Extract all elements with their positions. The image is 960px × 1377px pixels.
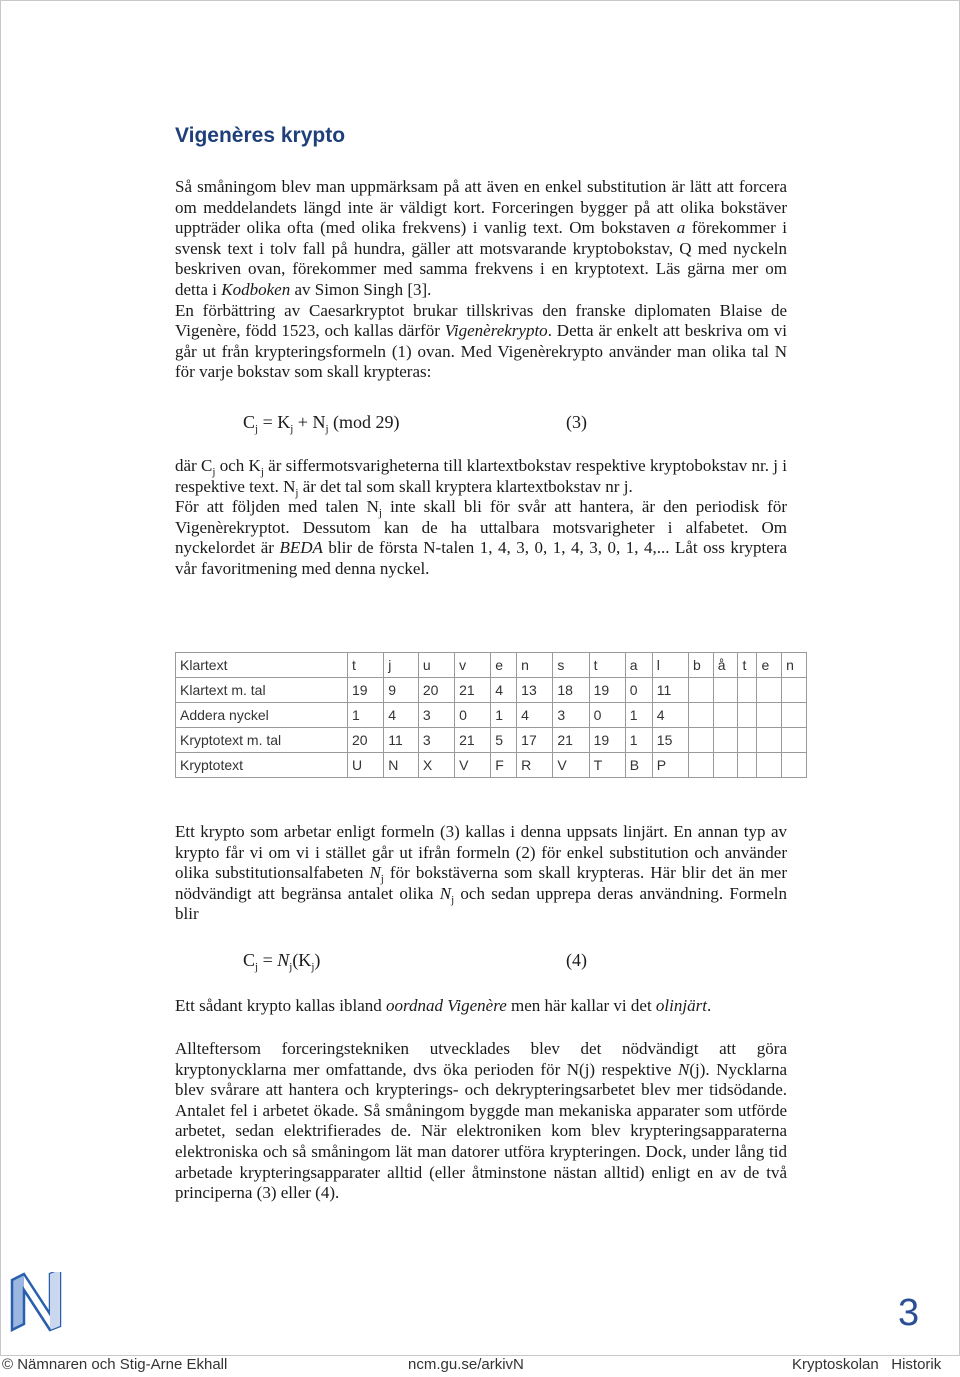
book-title: Kodboken — [221, 279, 291, 299]
formula-4-number: (4) — [566, 950, 587, 970]
footer-url[interactable]: ncm.gu.se/arkivN — [408, 1356, 524, 1373]
table-cell — [757, 753, 782, 778]
paragraph-definitions: där $C_j$ och $K_j$ är siffermotsvarigheterna till klartextbokstav respektive kryptobokstav nr. j i respektive text. $N_j$ är det tal som skall kryptera klartextbokstav nr j. — [175, 456, 788, 499]
table-cell: j — [384, 653, 419, 678]
page-title: Vigenères krypto — [175, 124, 346, 147]
table-cell: 13 — [517, 678, 553, 703]
table-row — [176, 728, 807, 753]
table-cell: n — [517, 653, 553, 678]
formula-3: $C_j = K_j + N_j$ (mod 29) — [243, 412, 400, 435]
paragraph-machines: Allteftersom forceringstekniken utvecklades blev det nödvändigt att göra kryptonycklarna mer omfattande, dvs öka perioden för N(j) respektive N(j). Nycklarna blev svårare att hantera och krypterings- och dekrypteringsarbetet blev mer tidsödande. Antalet fel i arbetet ökade. Så småningom byggde man mekaniska apparater som utförde arbetet, sedan elektrifierades de. När elektroniken kom blev krypteringsapparaterna elektroniska och så småningom lät man datorer utföra krypteringen. Dock, under lång tid arbetade krypteringsapparater alltid (eller åtminstone nästan alltid) enligt en av de två principerna (3) eller (4). — [175, 1039, 787, 1203]
table-cell: 15 — [652, 728, 688, 753]
table-cell: a — [625, 653, 652, 678]
table-cell: 3 — [553, 703, 589, 728]
row-label: Klartext — [176, 653, 348, 678]
explanation-text — [175, 456, 787, 580]
olinjart-text — [175, 996, 787, 1017]
formula-3-number: (3) — [566, 412, 587, 432]
paragraph-oordnad: Ett sådant krypto kallas ibland oordnad Vigenère men här kallar vi det olinjärt. — [175, 996, 712, 1015]
table-cell: e — [491, 653, 517, 678]
table-cell: R — [517, 753, 553, 778]
table-cell: 4 — [517, 703, 553, 728]
table-cell: 1 — [348, 703, 384, 728]
table-cell: 20 — [348, 728, 384, 753]
table-cell: 19 — [348, 678, 384, 703]
history-text — [175, 1039, 787, 1204]
paragraph-frequency: Så småningom blev man uppmärksam på att även en enkel substitution är lätt att forcera om meddelandets längd inte är väldigt kort. Forceringen bygger på att olika bokstäver uppträder olika ofta (med olika frekvens) i vanlig text. Om bokstaven a förekommer i svensk text i tolv fall på hundra, gäller att motsvarande kryptobokstav, Q med nyckeln beskriven ovan, förekommer med samma frekvens i en kryptotext. Läs gärna mer om detta i Kodboken av Simon Singh [3]. — [175, 177, 787, 299]
nonlinear-text — [175, 822, 787, 925]
table-cell: 0 — [455, 703, 491, 728]
table-cell: T — [589, 753, 625, 778]
encryption-table — [175, 652, 807, 778]
table-cell: 9 — [384, 678, 419, 703]
table-cell — [713, 728, 738, 753]
table-cell: 4 — [384, 703, 419, 728]
table-cell — [738, 703, 757, 728]
table-cell: 21 — [455, 728, 491, 753]
table-cell: t — [589, 653, 625, 678]
table-cell — [688, 728, 713, 753]
table-cell: å — [713, 653, 738, 678]
table-cell: 0 — [589, 703, 625, 728]
table-cell: 18 — [553, 678, 589, 703]
table-cell: 1 — [491, 703, 517, 728]
table-cell: F — [491, 753, 517, 778]
table-cell: X — [418, 753, 454, 778]
table-cell: 3 — [418, 728, 454, 753]
table-cell — [713, 753, 738, 778]
table-cell: 21 — [455, 678, 491, 703]
table-cell — [782, 703, 807, 728]
paragraph-vigenere: En förbättring av Caesarkryptot brukar tillskrivas den franske diplomaten Blaise de Vigenère, född 1523, och kallas därför Vigenèrekrypto. Detta är enkelt att beskriva om vi går ut från krypteringsformeln (1) ovan. Med Vigenèrekrypto använder man olika tal N för varje bokstav som skall krypteras: — [175, 300, 787, 382]
table-cell: B — [625, 753, 652, 778]
table-cell — [688, 703, 713, 728]
row-label: Klartext m. tal — [176, 678, 348, 703]
table-cell: P — [652, 753, 688, 778]
table-cell — [757, 678, 782, 703]
table-cell: 11 — [652, 678, 688, 703]
formula-4: $C_j = N_j(K_j)$ — [243, 950, 321, 973]
table-cell: s — [553, 653, 589, 678]
table-cell: 0 — [625, 678, 652, 703]
table-cell — [688, 753, 713, 778]
table-cell: e — [757, 653, 782, 678]
table-cell — [738, 753, 757, 778]
table-cell: 17 — [517, 728, 553, 753]
table-cell: 1 — [625, 703, 652, 728]
page-number: 3 — [898, 1292, 920, 1334]
paragraph-key: För att följden med talen $N_j$ inte skall bli för svår att hantera, är den periodisk för Vigenèrekryptot. Dessutom kan de ha uttalbara motsvarigheter i alfabetet. Om nyckelordet är BEDA blir de första N-talen 1, 4, 3, 0, 1, 4, 3, 0, 1, 4,... Låt oss kryptera vår favoritmening med denna nyckel. — [175, 497, 787, 578]
table-cell: 19 — [589, 728, 625, 753]
key-word: BEDA — [279, 538, 323, 558]
table-row — [176, 703, 807, 728]
table-cell — [688, 678, 713, 703]
table-cell — [782, 728, 807, 753]
footer-copyright: © Nämnaren och Stig-Arne Ekhall — [2, 1356, 228, 1373]
table-cell — [757, 728, 782, 753]
row-label: Addera nyckel — [176, 703, 348, 728]
table-cell — [757, 703, 782, 728]
table-cell: l — [652, 653, 688, 678]
table-cell: u — [418, 653, 454, 678]
footer-section: Kryptoskolan Historik — [792, 1356, 942, 1373]
table-cell: t — [348, 653, 384, 678]
table-cell — [738, 678, 757, 703]
table-cell: N — [384, 753, 419, 778]
table-row — [176, 678, 807, 703]
table-row — [176, 753, 807, 778]
table-cell: V — [553, 753, 589, 778]
row-label: Kryptotext m. tal — [176, 728, 348, 753]
table-cell: 4 — [652, 703, 688, 728]
table-cell — [782, 753, 807, 778]
table-cell: n — [782, 653, 807, 678]
table-cell: 19 — [589, 678, 625, 703]
table-cell: v — [455, 653, 491, 678]
table-cell: U — [348, 753, 384, 778]
table-cell: V — [455, 753, 491, 778]
table-cell — [782, 678, 807, 703]
table-cell: 21 — [553, 728, 589, 753]
row-label: Kryptotext — [176, 753, 348, 778]
table-cell — [713, 678, 738, 703]
table-cell: 4 — [491, 678, 517, 703]
intro-text — [175, 177, 787, 383]
table-cell: 1 — [625, 728, 652, 753]
N-logo-icon — [6, 1272, 62, 1337]
table-cell: 20 — [418, 678, 454, 703]
table-cell: 11 — [384, 728, 419, 753]
table-cell: 3 — [418, 703, 454, 728]
table-cell: 5 — [491, 728, 517, 753]
table-cell: b — [688, 653, 713, 678]
table-cell — [738, 728, 757, 753]
table-row — [176, 653, 807, 678]
paragraph-linear: Ett krypto som arbetar enligt formeln (3) kallas i denna uppsats linjärt. En annan typ av krypto får vi om vi i stället går ut ifrån formeln (2) för enkel substitution och använder olika substitutionsalfabeten $N_j$ för bokstäverna som skall krypteras. Här blir det än mer nödvändigt att begränsa antalet olika $N_j$ och sedan upprepa deras användning. Formeln blir — [175, 822, 787, 924]
table-cell: t — [738, 653, 757, 678]
table-cell — [713, 703, 738, 728]
